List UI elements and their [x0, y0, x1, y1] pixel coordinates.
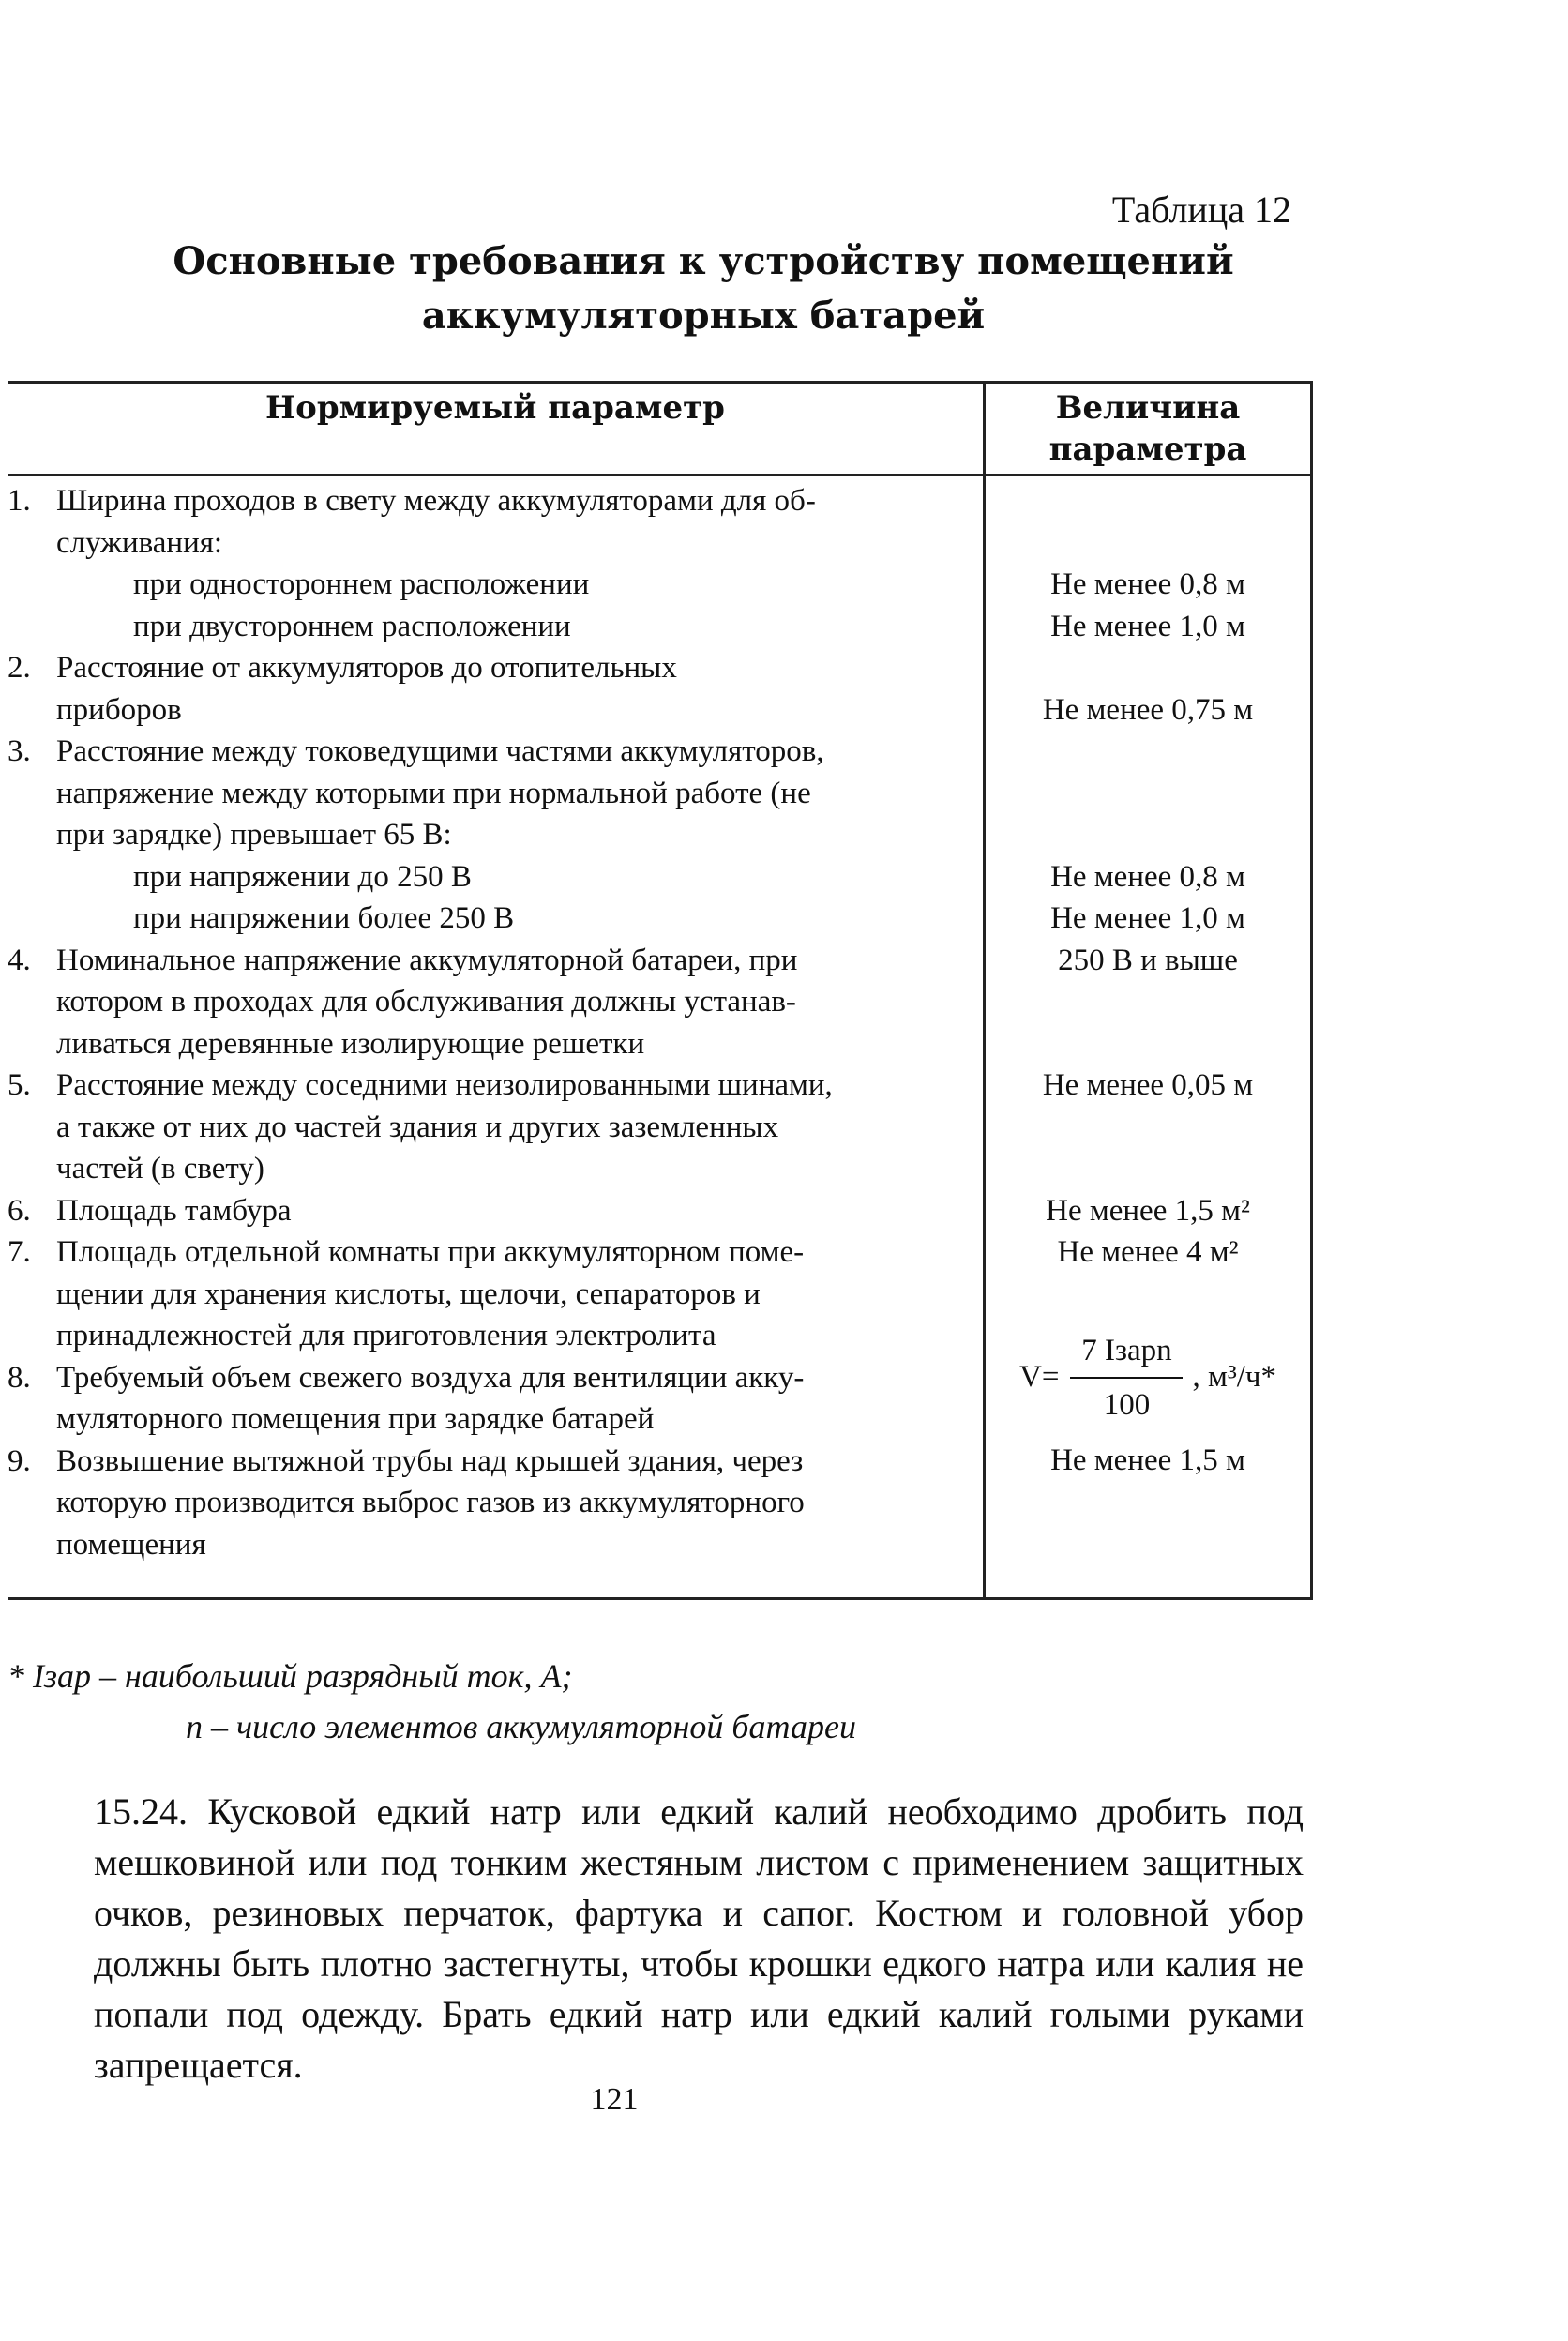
item-number: 9.: [8, 1443, 31, 1478]
column-header-value-line2: параметра: [1048, 430, 1247, 468]
item-number: 1.: [8, 484, 31, 518]
item-text: Требуемый объем свежего воздуха для вентиляции акку-: [56, 1360, 805, 1395]
item-number: 5.: [8, 1068, 31, 1102]
item-text: Возвышение вытяжной трубы над крышей здания, через: [56, 1443, 804, 1478]
requirements-table: [8, 381, 1309, 1600]
footnote: [8, 1651, 1320, 1752]
item-subtext: при напряжении до 250 В: [133, 859, 472, 894]
table-body-row: [8, 476, 1312, 1599]
formula-lhs: V=: [1019, 1360, 1060, 1395]
item-value: Не менее 1,0 м: [1050, 901, 1245, 935]
item-number: 7.: [8, 1235, 31, 1269]
parameter-column: [8, 476, 985, 1599]
item-subtext: при напряжении более 250 В: [133, 901, 515, 935]
item-value: Не менее 0,8 м: [1050, 859, 1245, 894]
table-item-5: [8, 1065, 983, 1190]
table-item-7: [8, 1231, 983, 1357]
ventilation-formula: [986, 1315, 1310, 1440]
item-text: котором в проходах для обслуживания должны устанав-: [56, 985, 796, 1019]
item-number: 8.: [8, 1360, 31, 1395]
item-value: Не менее 0,05 м: [1042, 1068, 1254, 1102]
column-header-parameter: Нормируемый параметр: [8, 383, 985, 476]
item-text: Площадь отдельной комнаты при аккумуляторном поме-: [56, 1235, 805, 1269]
item-text: муляторного помещения при зарядке батарей: [56, 1402, 655, 1436]
item-number: 4.: [8, 943, 31, 977]
item-text: Номинальное напряжение аккумуляторной батареи, при: [56, 943, 798, 977]
item-text: помещения: [56, 1527, 206, 1562]
formula-numerator: 7 Iзарn: [1081, 1333, 1172, 1367]
formula-denominator: 100: [1103, 1387, 1151, 1422]
item-value: Не менее 1,0 м: [1050, 609, 1245, 643]
item-value: Не менее 0,8 м: [1050, 567, 1245, 601]
footnote-line2: n – число элементов аккумуляторной батареи: [186, 1708, 856, 1745]
item-text: при зарядке) превышает 65 В:: [56, 818, 452, 852]
item-value: Не менее 0,75 м: [1042, 692, 1254, 727]
table-item-3: [8, 731, 983, 940]
table-item-2: [8, 647, 983, 731]
table-header-row: [8, 383, 1312, 476]
item-text: щении для хранения кислоты, щелочи, сепараторов и: [56, 1276, 761, 1311]
item-text: напряжение между которыми при нормальной работе (не: [56, 776, 811, 810]
table-number: Таблица 12: [1111, 189, 1291, 231]
item-text: Ширина проходов в свету между аккумуляторами для об-: [56, 484, 816, 518]
table-item-9: [8, 1441, 983, 1566]
item-text: приборов: [56, 692, 182, 727]
footnote-line1: * Iзар – наибольший разрядный ток, А;: [8, 1657, 573, 1695]
item-text: Площадь тамбура: [56, 1193, 292, 1228]
table-title: [0, 234, 1407, 343]
value-column: [985, 476, 1312, 1599]
item-value: Не менее 1,5 м: [1050, 1443, 1245, 1477]
formula-fraction: [1070, 1330, 1183, 1426]
body-paragraph: 15.24. Кусковой едкий натр или едкий калий необходимо дробить под мешковиной или под тонким жестяным листом с применением защитных очков, резиновых перчаток, фартука и сапог. Костюм и головной убор должны быть плотно застегнуты, чтобы крошки едкого натра или калия не попали под одежду. Брать едкий натр или едкий калий голыми руками запрещается.: [94, 1790, 1304, 2086]
column-header-value-line1: Величина: [1055, 389, 1241, 427]
table-item-4: [8, 940, 983, 1065]
item-text: а также от них до частей здания и других заземленных: [56, 1110, 779, 1144]
item-number: 6.: [8, 1193, 31, 1228]
fraction-bar: [1070, 1377, 1183, 1379]
item-number: 3.: [8, 734, 31, 768]
table-item-1: [8, 480, 983, 647]
item-text: служивания:: [56, 525, 223, 560]
item-subtext: при одностороннем расположении: [133, 567, 590, 601]
column-header-value: [985, 383, 1312, 476]
formula-unit: , м³/ч*: [1192, 1360, 1276, 1395]
table-title-line2: аккумуляторных батарей: [421, 294, 986, 338]
item-value: 250 В и выше: [1058, 943, 1238, 977]
page-number: 121: [590, 2082, 639, 2117]
item-text: принадлежностей для приготовления электролита: [56, 1319, 716, 1352]
item-value: Не менее 4 м²: [1057, 1235, 1239, 1269]
item-number: 2.: [8, 651, 31, 685]
item-text: Расстояние от аккумуляторов до отопительных: [56, 651, 677, 685]
table-item-8: [8, 1357, 983, 1441]
item-text: частей (в свету): [56, 1152, 264, 1186]
table-title-line1: Основные требования к устройству помещений: [173, 239, 1234, 283]
item-subtext: при двустороннем расположении: [133, 609, 571, 643]
item-value: Не менее 1,5 м²: [1046, 1193, 1250, 1228]
item-text: которую производится выброс газов из аккумуляторного: [56, 1486, 805, 1519]
item-text: Расстояние между соседними неизолированными шинами,: [56, 1068, 833, 1102]
item-text: Расстояние между токоведущими частями аккумуляторов,: [56, 734, 824, 768]
table-item-6: [8, 1190, 983, 1232]
item-text: ливаться деревянные изолирующие решетки: [56, 1026, 645, 1061]
